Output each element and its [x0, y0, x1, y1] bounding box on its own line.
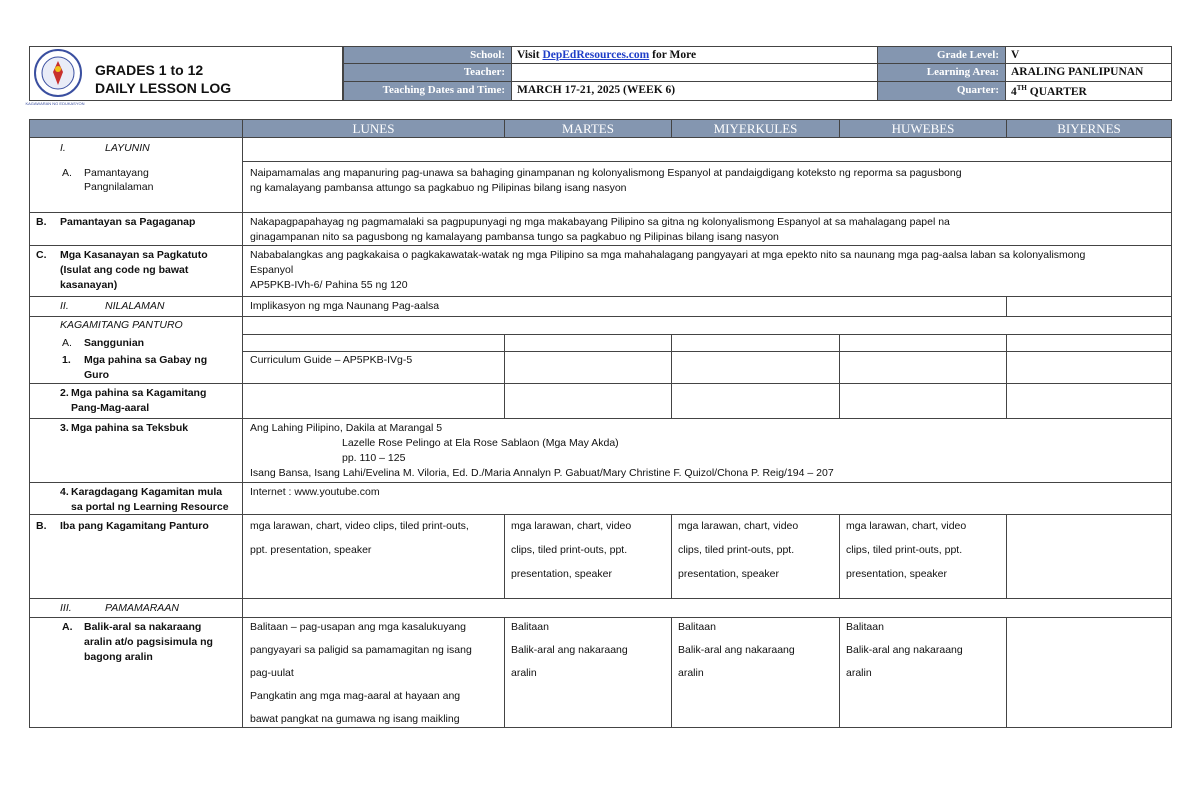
gabay-number: 1. — [62, 354, 71, 366]
col-line — [504, 514, 505, 598]
form-title-line1: GRADES 1 to 12 — [95, 62, 204, 78]
balik-aral-miyerkules-1: Balitaan — [678, 621, 716, 633]
row-line — [29, 514, 1172, 515]
balik-aral-miyerkules-3: aralin — [678, 667, 704, 679]
col-line — [504, 617, 505, 728]
karagdagan-label-1: Karagdagang Kagamitan mula — [71, 486, 223, 498]
teacher-value — [511, 63, 878, 82]
col-line — [671, 617, 672, 728]
pagaganap-number: B. — [36, 216, 47, 228]
row-line — [29, 598, 1172, 599]
karagdagan-text: Internet : www.youtube.com — [250, 486, 380, 498]
table-left-border — [29, 137, 30, 728]
pangnilalaman-label: Pamantayang Pangnilalaman — [84, 167, 154, 193]
dates-label: Teaching Dates and Time: — [343, 81, 512, 101]
balik-aral-label-2: aralin at/o pagsisimula ng — [84, 636, 213, 648]
pagaganap-label: Pamantayan sa Pagaganap — [60, 216, 196, 228]
teksbuk-number: 3. — [60, 422, 69, 434]
school-label: School: — [343, 46, 512, 64]
row-line — [242, 334, 1172, 335]
school-prefix: Visit — [517, 49, 543, 61]
quarter-suffix: QUARTER — [1026, 85, 1087, 98]
row-line — [29, 418, 1172, 419]
row-line — [29, 212, 1172, 213]
nilalaman-heading: NILALAMAN — [105, 300, 165, 312]
kasanayan-label-1: Mga Kasanayan sa Pagkatuto — [60, 249, 208, 261]
iba-lunes-2: ppt. presentation, speaker — [250, 544, 372, 556]
day-header-lunes: LUNES — [242, 119, 505, 138]
table-right-border — [1171, 137, 1172, 728]
grade-label: Grade Level: — [877, 46, 1006, 64]
pagaganap-text-1: Nakapagpapahayag ng pagmamalaki sa pagpupunyagi ng mga makabayang Pilipino sa gitna ng kolonyalismong Espanyol at sa mahalagang papel na — [250, 216, 950, 228]
teksbuk-label: Mga pahina sa Teksbuk — [71, 422, 189, 434]
iba-martes-1: mga larawan, chart, video — [511, 520, 632, 532]
kasanayan-label-2: (Isulat ang code ng bawat — [60, 264, 189, 276]
balik-aral-martes-2: Balik-aral ang nakaraang — [511, 644, 628, 656]
dates-value: MARCH 17-21, 2025 (WEEK 6) — [511, 81, 878, 101]
col-line — [1006, 296, 1007, 316]
row-line — [29, 296, 1172, 297]
quarter-label: Quarter: — [877, 81, 1006, 101]
teksbuk-text-1: Ang Lahing Pilipino, Dakila at Marangal 5 — [250, 422, 443, 434]
col-line — [839, 617, 840, 728]
pagaganap-text-2: ginagampanan nito sa pagusbong ng kamalayang pambansa tungo sa pagkabuo ng Pilipinas bilang isang nasyon — [250, 231, 779, 243]
sanggunian-number: A. — [62, 337, 72, 349]
teksbuk-text-4: Isang Bansa, Isang Lahi/Evelina M. Viloria, Ed. D./Maria Annalyn P. Gabuat/Mary Christine F. Quizol/Chona P. Reig/194 – 207 — [250, 467, 834, 479]
teksbuk-text-2: Lazelle Rose Pelingo at Ela Rose Sablaon (Mga May Akda) — [342, 437, 619, 449]
school-value — [511, 46, 878, 64]
kasanayan-code: AP5PKB-IVh-6/ Pahina 55 ng 120 — [250, 279, 408, 291]
pangnilalaman-text-1: Naipamamalas ang mapanuring pag-unawa sa bahaging ginampanan ng kolonyalismong Espanyol at pandaigdigang koteksto ng reporma sa pagusbong — [250, 167, 962, 179]
kagamitang-mag-aaral-label-1: Mga pahina sa Kagamitang — [71, 387, 207, 399]
iba-lunes-1: mga larawan, chart, video clips, tiled print-outs, — [250, 520, 469, 532]
kagamitan-heading: KAGAMITANG PANTURO — [60, 319, 183, 331]
iba-huwebes-1: mga larawan, chart, video — [846, 520, 967, 532]
school-link[interactable]: DepEdResources.com — [542, 49, 650, 61]
layunin-heading: LAYUNIN — [105, 142, 150, 154]
kagamitang-mag-aaral-number: 2. — [60, 387, 69, 399]
col-line — [671, 334, 672, 418]
pangnilalaman-number: A. — [62, 167, 72, 179]
kagamitang-mag-aaral-label-2: Pang-Mag-aaral — [71, 402, 150, 414]
iba-martes-3: presentation, speaker — [511, 568, 612, 580]
day-header-blank — [29, 119, 243, 138]
kasanayan-number: C. — [36, 249, 47, 261]
teksbuk-text-3: pp. 110 – 125 — [342, 452, 406, 464]
pamamaraan-heading: PAMAMARAAN — [105, 602, 179, 614]
day-header-biyernes: BIYERNES — [1006, 119, 1172, 138]
iba-number: B. — [36, 520, 47, 532]
row-line — [29, 383, 1172, 384]
gabay-text: Curriculum Guide – AP5PKB-IVg-5 — [250, 354, 413, 366]
nilalaman-text: Implikasyon ng mga Naunang Pag-aalsa — [250, 300, 440, 312]
row-line — [29, 482, 1172, 483]
quarter-number: 4 — [1011, 85, 1017, 98]
school-suffix: for More — [649, 49, 697, 61]
balik-aral-label-1: Balik-aral sa nakaraang — [84, 621, 202, 633]
balik-aral-lunes-2: pangyayari sa paligid sa pamamagitan ng isang — [250, 644, 472, 656]
grade-value: V — [1005, 46, 1172, 64]
balik-aral-huwebes-2: Balik-aral ang nakaraang — [846, 644, 963, 656]
row-line — [242, 351, 1172, 352]
balik-aral-miyerkules-2: Balik-aral ang nakaraang — [678, 644, 795, 656]
karagdagan-number: 4. — [60, 486, 69, 498]
quarter-value — [1005, 81, 1172, 101]
layunin-number: I. — [60, 142, 66, 154]
pangnilalaman-text-2: ng kamalayang pambansa attungo sa pagkabuo ng Pilipinas bilang isang nasyon — [250, 182, 627, 194]
iba-miyerkules-3: presentation, speaker — [678, 568, 779, 580]
col-line — [839, 514, 840, 598]
iba-miyerkules-1: mga larawan, chart, video — [678, 520, 799, 532]
row-line — [29, 617, 1172, 618]
label-column-divider — [242, 137, 243, 728]
sanggunian-label: Sanggunian — [84, 337, 145, 349]
nilalaman-number: II. — [60, 300, 69, 312]
pamamaraan-number: III. — [60, 602, 72, 614]
balik-aral-lunes-4: Pangkatin ang mga mag-aaral at hayaan ang — [250, 690, 461, 702]
balik-aral-huwebes-3: aralin — [846, 667, 872, 679]
col-line — [839, 334, 840, 418]
iba-label: Iba pang Kagamitang Panturo — [60, 520, 209, 532]
col-line — [671, 514, 672, 598]
gabay-label-1: Mga pahina sa Gabay ng — [84, 354, 208, 366]
table-bottom-border — [29, 727, 1172, 728]
kasanayan-text-1: Nababalangkas ang pagkakaisa o pagkakawatak-watak ng mga Pilipino sa mga mahahalagang pangyayari at mga epekto nito sa naunang mga pag-aalsa laban sa kolonyalismong — [250, 249, 1086, 261]
iba-huwebes-3: presentation, speaker — [846, 568, 947, 580]
teacher-label: Teacher: — [343, 63, 512, 82]
balik-aral-lunes-3: pag-uulat — [250, 667, 294, 679]
gabay-label-2: Guro — [84, 369, 110, 381]
row-line — [242, 161, 1172, 162]
day-header-martes: MARTES — [504, 119, 672, 138]
balik-aral-martes-1: Balitaan — [511, 621, 549, 633]
row-line — [29, 316, 1172, 317]
day-header-huwebes: HUWEBES — [839, 119, 1007, 138]
kasanayan-text-2: Espanyol — [250, 264, 294, 276]
balik-aral-lunes-5: bawat pangkat na gumawa ng isang maikling — [250, 713, 460, 725]
iba-huwebes-2: clips, tiled print-outs, ppt. — [846, 544, 963, 556]
form-title-line2: DAILY LESSON LOG — [95, 80, 232, 96]
seal-text: KAGAWARAN NG EDUKASYON — [25, 101, 85, 106]
day-header-miyerkules: MIYERKULES — [671, 119, 840, 138]
col-line — [1006, 514, 1007, 598]
quarter-superscript: TH — [1016, 84, 1027, 92]
balik-aral-martes-3: aralin — [511, 667, 537, 679]
balik-aral-huwebes-1: Balitaan — [846, 621, 884, 633]
area-value: ARALING PANLIPUNAN — [1005, 63, 1172, 82]
karagdagan-label-2: sa portal ng Learning Resource — [71, 501, 229, 513]
iba-martes-2: clips, tiled print-outs, ppt. — [511, 544, 628, 556]
iba-miyerkules-2: clips, tiled print-outs, ppt. — [678, 544, 795, 556]
row-line — [29, 245, 1172, 246]
balik-aral-lunes-1: Balitaan – pag-usapan ang mga kasalukuyang — [250, 621, 466, 633]
kasanayan-label-3: kasanayan) — [60, 279, 118, 291]
balik-aral-label-3: bagong aralin — [84, 651, 153, 663]
balik-aral-number: A. — [62, 621, 73, 633]
area-label: Learning Area: — [877, 63, 1006, 82]
deped-seal-icon — [33, 48, 83, 98]
col-line — [1006, 617, 1007, 728]
col-line — [1006, 334, 1007, 418]
col-line — [504, 334, 505, 418]
